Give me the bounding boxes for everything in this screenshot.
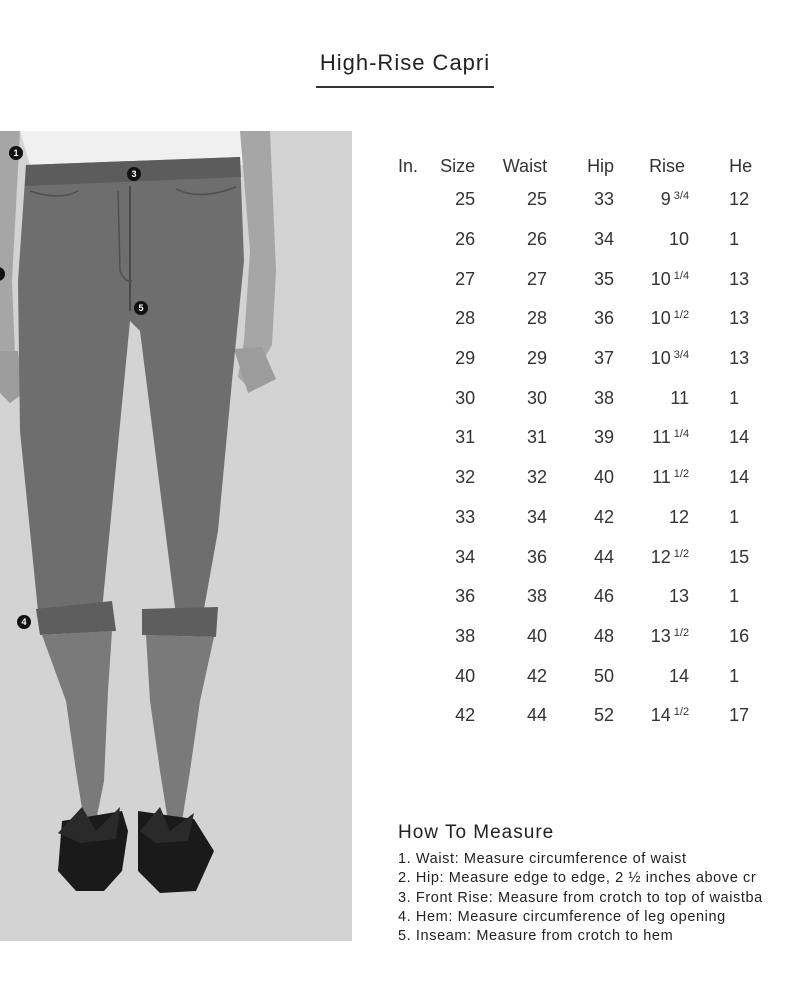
rise-cell <box>614 577 689 617</box>
hip-cell: 46 <box>594 586 615 607</box>
rise-cell <box>614 418 689 458</box>
unit-cell <box>398 259 427 299</box>
table-body <box>398 180 800 736</box>
col-header-size: Size <box>440 155 476 176</box>
table-row <box>398 378 800 418</box>
hem-cell: 13 <box>729 348 750 369</box>
hem-cell: 14 <box>729 427 750 448</box>
size-cell: 34 <box>455 546 476 567</box>
table-header-row <box>398 152 800 180</box>
waist-cell: 25 <box>527 189 548 210</box>
rise-fraction: 1/2 <box>673 547 690 560</box>
rise-whole: 9 <box>660 189 671 210</box>
col-header-waist: Waist <box>502 155 548 176</box>
size-chart-table <box>398 152 800 736</box>
unit-cell <box>398 498 427 538</box>
hem-cell: 13 <box>729 308 750 329</box>
hip-cell: 42 <box>594 506 615 527</box>
waist-cell: 28 <box>527 308 548 329</box>
table-row <box>398 180 800 220</box>
waist-cell: 36 <box>527 546 548 567</box>
hem-cell: 15 <box>729 546 750 567</box>
waist-cell: 32 <box>527 467 548 488</box>
hip-cell: 33 <box>594 189 615 210</box>
waist-cell: 38 <box>527 586 548 607</box>
waist-cell: 40 <box>527 625 548 646</box>
measure-instruction-hem: 4. Hem: Measure circumference of leg opening <box>398 908 726 925</box>
measure-marker-hem: 4 <box>17 615 31 629</box>
hip-cell: 35 <box>594 268 615 289</box>
rise-cell <box>614 339 689 379</box>
size-cell: 30 <box>455 387 476 408</box>
waist-cell: 34 <box>527 506 548 527</box>
table-row <box>398 220 800 260</box>
table-row <box>398 299 800 339</box>
table-row <box>398 498 800 538</box>
hem-cell: 16 <box>729 625 750 646</box>
rise-fraction: 1/4 <box>673 269 690 282</box>
hip-cell: 36 <box>594 308 615 329</box>
hem-cell: 1 <box>729 665 740 686</box>
size-cell: 25 <box>455 189 476 210</box>
rise-cell <box>614 259 689 299</box>
rise-whole: 10 <box>650 308 671 329</box>
size-cell: 42 <box>455 705 476 726</box>
how-to-measure-title: How To Measure <box>398 822 555 843</box>
rise-cell <box>614 656 689 696</box>
rise-fraction: 1/2 <box>673 309 690 322</box>
rise-fraction: 3/4 <box>673 349 690 362</box>
waist-cell: 44 <box>527 705 548 726</box>
unit-cell <box>398 696 427 736</box>
hem-cell: 1 <box>729 586 740 607</box>
col-header-unit: In. <box>398 155 419 176</box>
hem-cell: 14 <box>729 467 750 488</box>
size-cell: 40 <box>455 665 476 686</box>
size-cell: 31 <box>455 427 476 448</box>
measure-instruction-inseam: 5. Inseam: Measure from crotch to hem <box>398 928 674 945</box>
rise-fraction: 1/2 <box>673 706 690 719</box>
waist-cell: 26 <box>527 229 548 250</box>
rise-cell <box>614 537 689 577</box>
unit-cell <box>398 378 427 418</box>
size-cell: 33 <box>455 506 476 527</box>
size-cell: 38 <box>455 625 476 646</box>
rise-whole: 11 <box>652 467 671 488</box>
unit-cell <box>398 537 427 577</box>
unit-cell <box>398 577 427 617</box>
rise-cell <box>614 498 689 538</box>
hem-cell: 1 <box>729 506 740 527</box>
hem-cell: 17 <box>729 705 750 726</box>
waist-cell: 31 <box>527 427 548 448</box>
hip-cell: 50 <box>594 665 615 686</box>
rise-fraction: 1/2 <box>673 626 690 639</box>
table-row <box>398 696 800 736</box>
measure-instruction-rise: 3. Front Rise: Measure from crotch to top of waistba <box>398 889 763 906</box>
size-cell: 29 <box>455 348 476 369</box>
unit-cell <box>398 656 427 696</box>
table-row <box>398 259 800 299</box>
hip-cell: 34 <box>594 229 615 250</box>
rise-whole: 11 <box>670 387 690 408</box>
size-cell: 28 <box>455 308 476 329</box>
rise-whole: 12 <box>650 546 671 567</box>
rise-cell <box>614 378 689 418</box>
how-to-measure-list <box>398 850 763 946</box>
waist-cell: 30 <box>527 387 548 408</box>
size-cell: 36 <box>455 586 476 607</box>
rise-whole: 10 <box>650 348 671 369</box>
hem-cell: 1 <box>729 387 740 408</box>
rise-whole: 13 <box>669 586 690 607</box>
unit-cell <box>398 339 427 379</box>
measure-marker-rise: 3 <box>127 167 141 181</box>
hip-cell: 37 <box>594 348 615 369</box>
table-row <box>398 537 800 577</box>
table-row <box>398 617 800 657</box>
page-title: High-Rise Capri <box>319 50 491 75</box>
hip-cell: 52 <box>594 705 615 726</box>
rise-fraction: 1/2 <box>673 468 690 481</box>
rise-cell <box>614 180 689 220</box>
hip-cell: 40 <box>594 467 615 488</box>
unit-cell <box>398 180 427 220</box>
rise-whole: 14 <box>650 705 671 726</box>
measure-marker-inseam: 5 <box>134 301 148 315</box>
unit-cell <box>398 418 427 458</box>
col-header-hem: He <box>729 155 753 176</box>
waist-cell: 29 <box>527 348 548 369</box>
size-cell: 26 <box>455 229 476 250</box>
model-illustration <box>0 131 352 941</box>
col-header-hip: Hip <box>587 155 615 176</box>
unit-cell <box>398 220 427 260</box>
measure-instruction-hip: 2. Hip: Measure edge to edge, 2 ½ inches above cr <box>398 870 757 887</box>
measure-marker-waist: 1 <box>9 146 23 160</box>
unit-cell <box>398 617 427 657</box>
hip-cell: 44 <box>594 546 615 567</box>
table-row <box>398 339 800 379</box>
rise-fraction: 3/4 <box>673 190 690 203</box>
rise-whole: 14 <box>669 665 690 686</box>
table-row <box>398 577 800 617</box>
unit-cell <box>398 299 427 339</box>
rise-cell <box>614 617 689 657</box>
hem-cell: 1 <box>729 229 740 250</box>
rise-whole: 10 <box>650 268 671 289</box>
rise-fraction: 1/4 <box>673 428 690 441</box>
product-photo <box>0 131 352 941</box>
table-row <box>398 458 800 498</box>
rise-whole: 10 <box>669 229 690 250</box>
hip-cell: 38 <box>594 387 615 408</box>
hip-cell: 48 <box>594 625 615 646</box>
rise-whole: 12 <box>669 506 690 527</box>
table-row <box>398 656 800 696</box>
rise-cell <box>614 220 689 260</box>
waist-cell: 27 <box>527 268 548 289</box>
table-row <box>398 418 800 458</box>
rise-cell <box>614 696 689 736</box>
col-header-rise: Rise <box>649 155 686 176</box>
rise-whole: 11 <box>652 427 671 448</box>
size-cell: 27 <box>455 268 476 289</box>
unit-cell <box>398 458 427 498</box>
rise-cell <box>614 458 689 498</box>
waist-cell: 42 <box>527 665 548 686</box>
measure-instruction-waist: 1. Waist: Measure circumference of waist <box>398 851 687 867</box>
hip-cell: 39 <box>594 427 615 448</box>
rise-whole: 13 <box>650 625 671 646</box>
size-cell: 32 <box>455 467 476 488</box>
hem-cell: 12 <box>729 189 750 210</box>
title-underline <box>316 86 494 88</box>
hem-cell: 13 <box>729 268 750 289</box>
rise-cell <box>614 299 689 339</box>
